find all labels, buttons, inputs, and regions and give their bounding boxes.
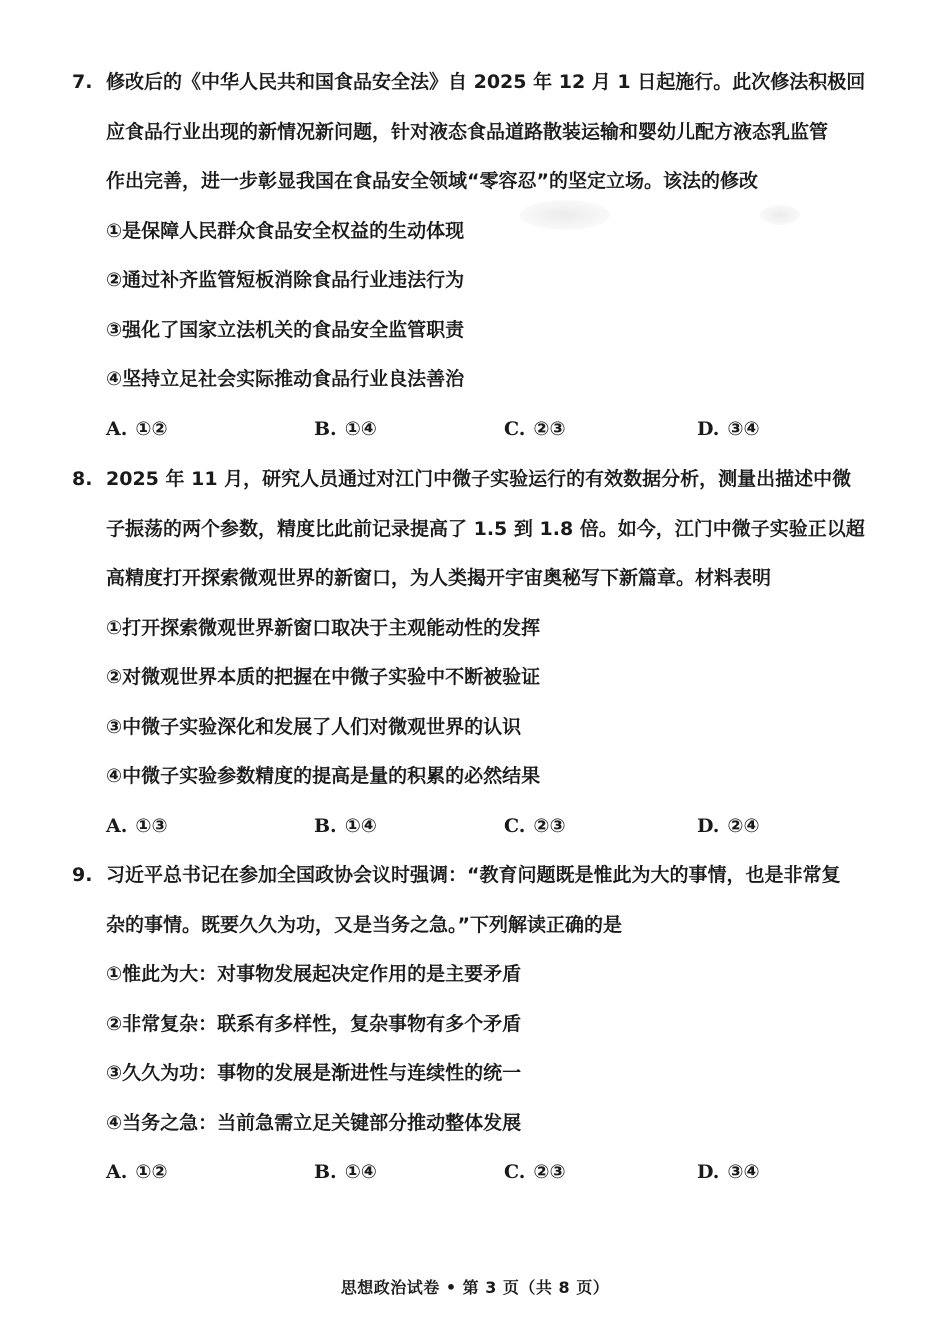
option-a: A. ①② [106, 1161, 168, 1183]
stem-line: 高精度打开探索微观世界的新窗口，为人类揭开宇宙奥秘写下新篇章。材料表明 [106, 567, 772, 589]
page-footer: 思想政治试卷 • 第 3 页（共 8 页） [340, 1278, 610, 1297]
stem-line: 作出完善，进一步彰显我国在食品安全领域“零容忍”的坚定立场。该法的修改 [106, 170, 758, 192]
stem-line: 应食品行业出现的新情况新问题，针对液态食品道路散装运输和婴幼儿配方液态乳监管 [106, 120, 829, 143]
option-d: D. ②④ [697, 814, 760, 837]
stem-line: 修改后的《中华人民共和国食品安全法》自 2025 年 12 月 1 日起施行。此次修法积极回 [106, 71, 866, 93]
option-b: B. ①④ [314, 814, 377, 837]
question-stem [72, 455, 912, 604]
statement-item: ③强化了国家立法机关的食品安全监管职责 [106, 318, 465, 341]
statement-item: ①打开探索微观世界新窗口取决于主观能动性的发挥 [106, 616, 541, 639]
statement-item: ④当务之急：当前急需立足关键部分推动整体发展 [106, 1111, 522, 1134]
option-b: B. ①④ [314, 417, 377, 440]
option-d: D. ③④ [697, 417, 760, 440]
stem-line: 2025 年 11 月，研究人员通过对江门中微子实验运行的有效数据分析，测量出描述中微 [106, 468, 852, 490]
question-number: 8. [72, 468, 93, 490]
question-9 [72, 851, 912, 1198]
stem-line: 子振荡的两个参数，精度比此前记录提高了 1.5 到 1.8 倍。如今，江门中微子实验正以超 [106, 517, 865, 540]
statement-item: ①惟此为大：对事物发展起决定作用的是主要矛盾 [106, 963, 522, 985]
statement-item: ①是保障人民群众食品安全权益的生动体现 [106, 219, 465, 242]
stem-line: 习近平总书记在参加全国政协会议时强调：“教育问题既是惟此为大的事情，也是非常复 [106, 864, 841, 886]
question-number: 7. [72, 71, 93, 93]
option-d: D. ③④ [697, 1161, 760, 1183]
statement-item: ②非常复杂：联系有多样性，复杂事物有多个矛盾 [106, 1012, 522, 1035]
answer-options [72, 802, 912, 852]
option-c: C. ②③ [504, 814, 566, 837]
statement-item: ③中微子实验深化和发展了人们对微观世界的认识 [106, 715, 522, 738]
question-8 [72, 455, 912, 851]
option-a: A. ①③ [106, 814, 168, 837]
stem-line: 杂的事情。既要久久为功，又是当务之急。”下列解读正确的是 [106, 913, 622, 936]
question-stem [72, 851, 912, 950]
option-a: A. ①② [106, 417, 168, 440]
statement-item: ④坚持立足社会实际推动食品行业良法善治 [106, 368, 465, 390]
statement-item: ②对微观世界本质的把握在中微子实验中不断被验证 [106, 666, 541, 688]
answer-options [72, 1148, 912, 1198]
question-7 [72, 58, 912, 454]
statement-item: ③久久为功：事物的发展是渐进性与连续性的统一 [106, 1062, 522, 1084]
option-c: C. ②③ [504, 417, 566, 440]
question-stem [72, 58, 912, 207]
option-b: B. ①④ [314, 1161, 377, 1183]
question-number: 9. [72, 864, 93, 886]
statement-item: ④中微子实验参数精度的提高是量的积累的必然结果 [106, 765, 541, 787]
answer-options [72, 405, 912, 455]
statement-item: ②通过补齐监管短板消除食品行业违法行为 [106, 269, 465, 291]
option-c: C. ②③ [504, 1161, 566, 1183]
